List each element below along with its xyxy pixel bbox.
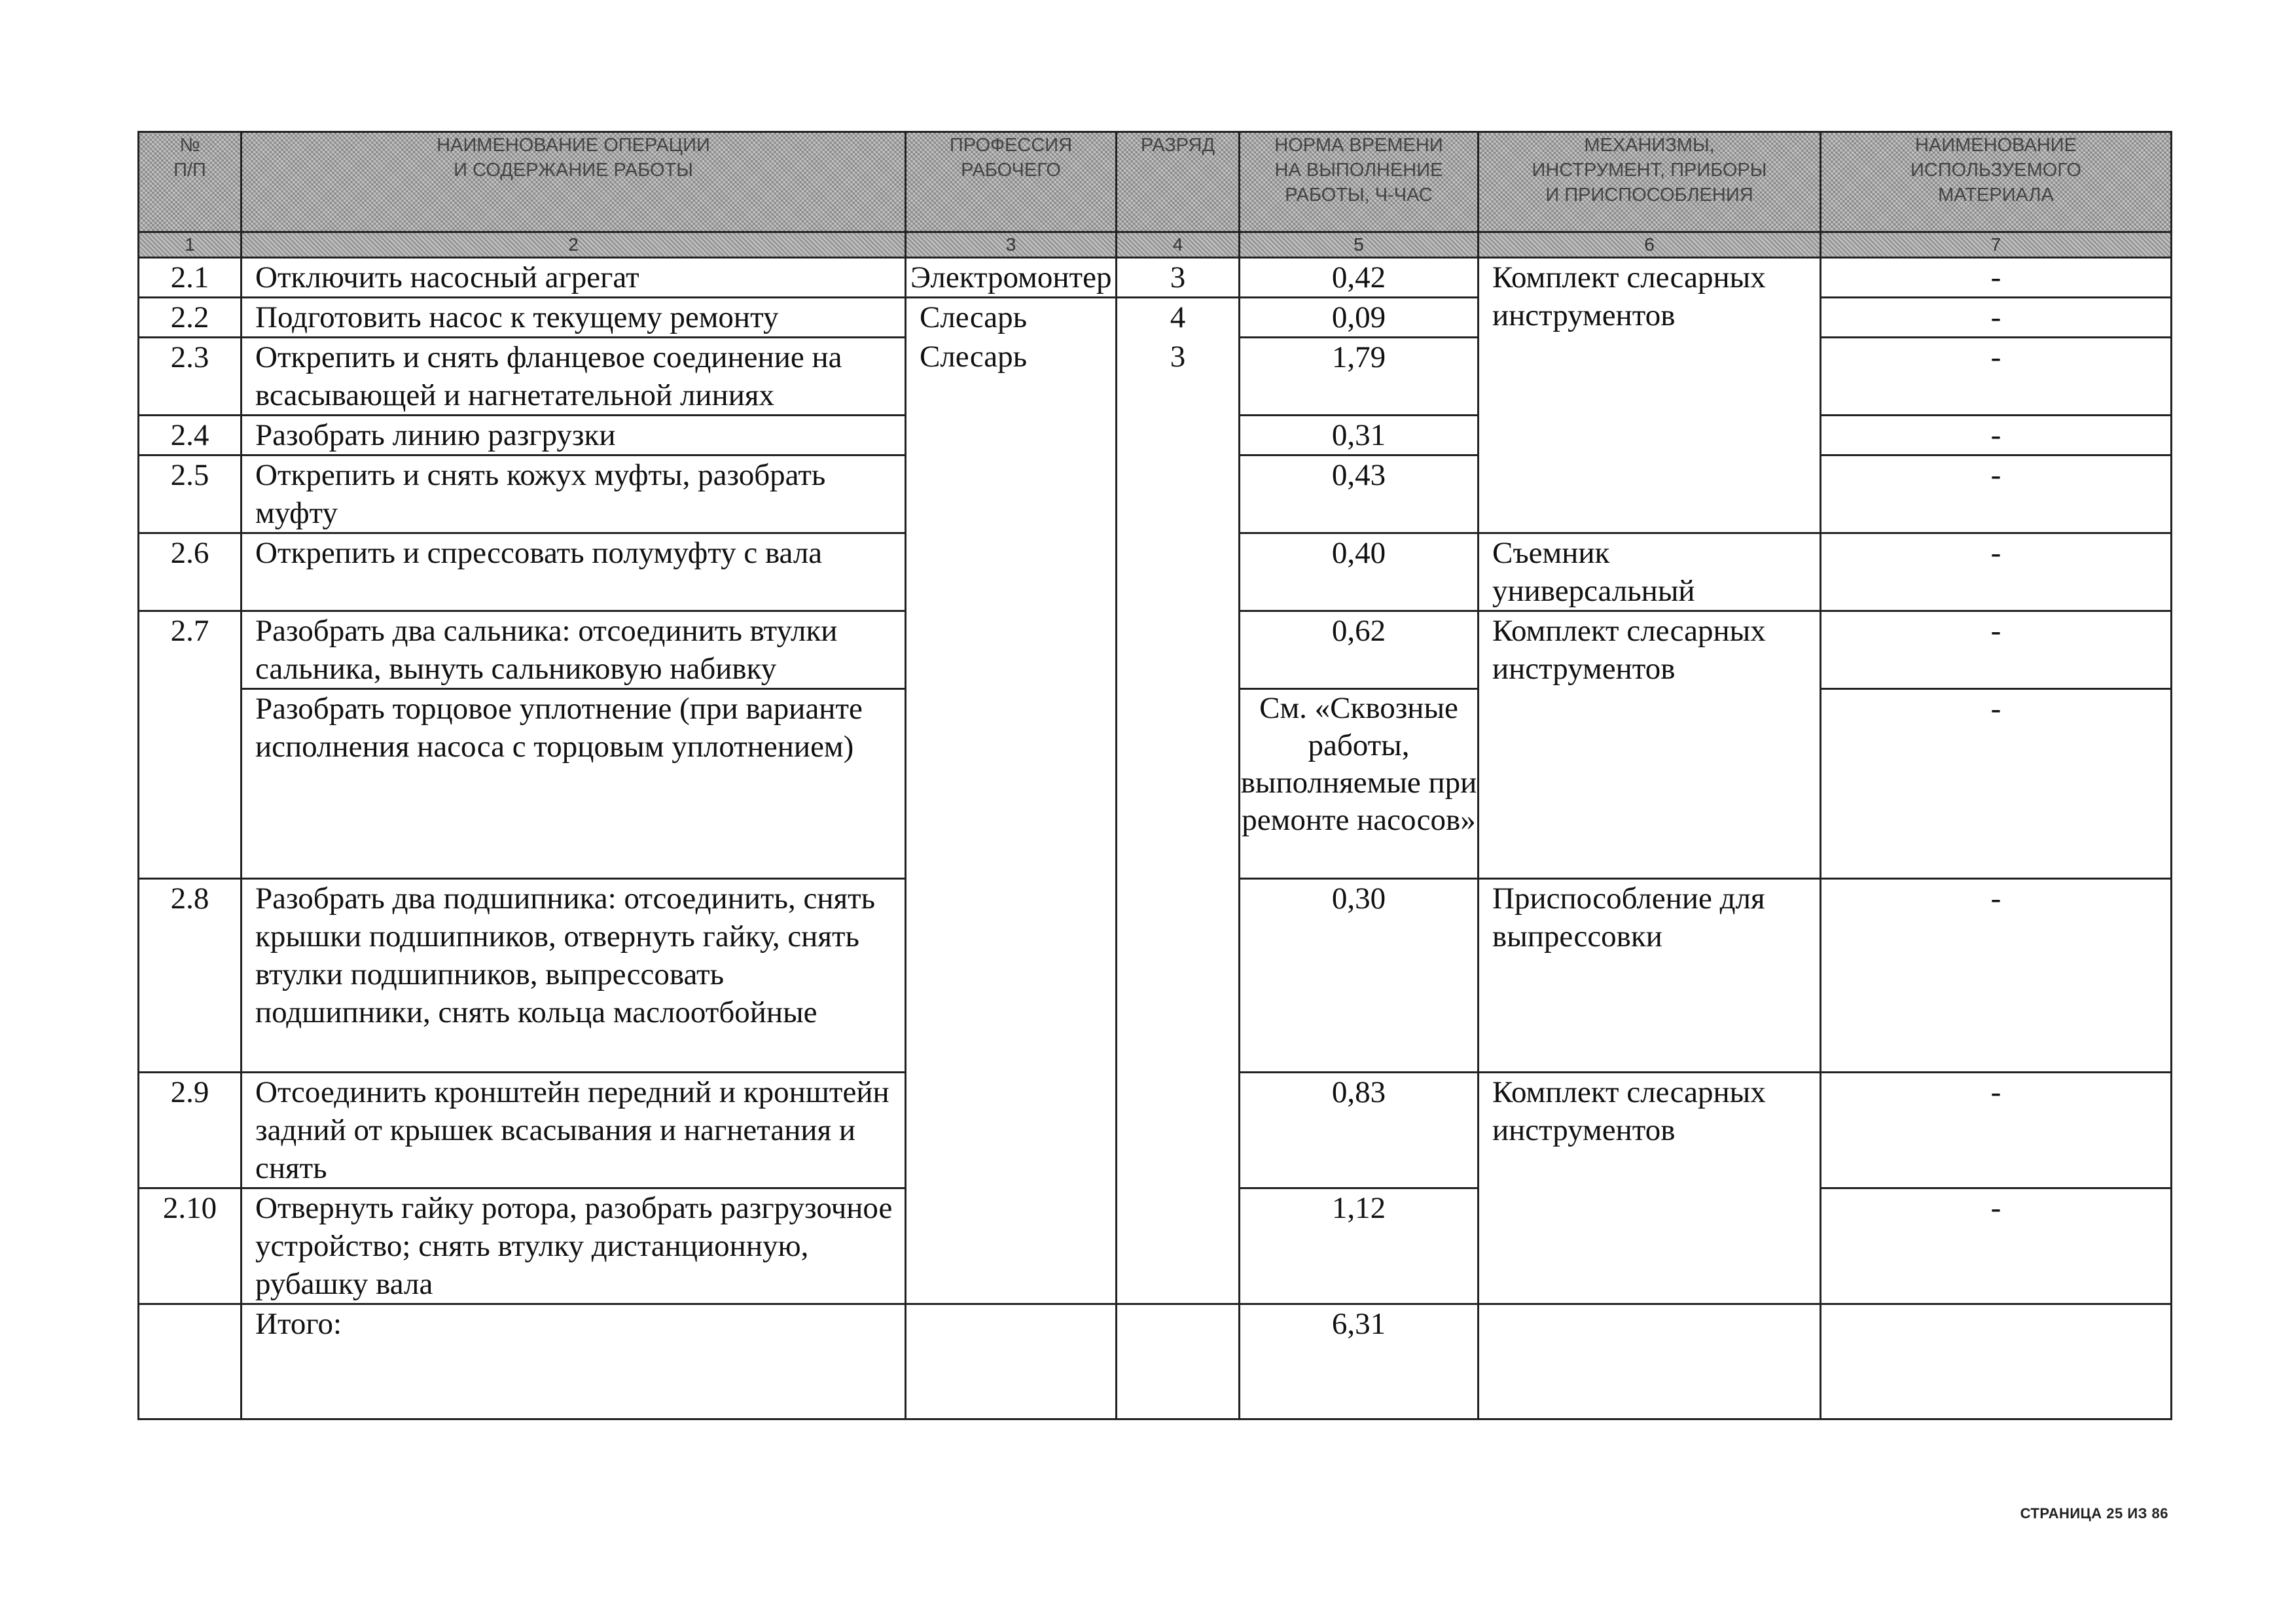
time-norm: 0,31 [1240, 416, 1479, 455]
operation-text: Отключить насосный агрегат [242, 258, 906, 298]
column-number: 6 [1479, 232, 1821, 258]
material: - [1821, 1073, 2172, 1188]
row-number: 2.6 [139, 533, 242, 611]
material: - [1821, 611, 2172, 689]
tools-cell: Съемник универсальный [1479, 533, 1821, 611]
total-empty-cell [1117, 1304, 1240, 1419]
row-number: 2.7 [139, 611, 242, 879]
operation-text: Разобрать линию разгрузки [242, 416, 906, 455]
profession: Слесарь [906, 338, 1117, 1304]
time-norm: 0,30 [1240, 879, 1479, 1073]
page-number: СТРАНИЦА 25 ИЗ 86 [2020, 1505, 2168, 1522]
time-norm: 0,42 [1240, 258, 1479, 298]
column-number: 4 [1117, 232, 1240, 258]
header-row [139, 132, 2172, 232]
material: - [1821, 879, 2172, 1073]
row-number: 2.1 [139, 258, 242, 298]
header-grade: РАЗРЯД [1117, 132, 1240, 232]
time-norm: 1,79 [1240, 338, 1479, 416]
header-number: № П/П [139, 132, 242, 232]
time-norm: См. «Сквозные работы, выполняемые при ремонте насосов» [1240, 689, 1479, 879]
operation-text: Отсоединить кронштейн передний и кронштейн задний от крышек всасывания и нагнетания и снять [242, 1073, 906, 1188]
row-number: 2.8 [139, 879, 242, 1073]
operation-text: Разобрать торцовое уплотнение (при варианте исполнения насоса с торцовым уплотнением) [242, 689, 906, 879]
column-number: 7 [1821, 232, 2172, 258]
profession: Слесарь [906, 298, 1117, 338]
time-norm: 0,09 [1240, 298, 1479, 338]
total-label: Итого: [242, 1304, 906, 1419]
total-empty-cell [1479, 1304, 1821, 1419]
material: - [1821, 258, 2172, 298]
operations-table [137, 131, 2172, 1420]
grade: 3 [1117, 338, 1240, 1304]
column-number: 1 [139, 232, 242, 258]
material: - [1821, 298, 2172, 338]
operation-text: Открепить и снять кожух муфты, разобрать муфту [242, 455, 906, 533]
material: - [1821, 338, 2172, 416]
operation-text: Открепить и снять фланцевое соединение на всасывающей и нагнетательной линиях [242, 338, 906, 416]
total-empty-cell [906, 1304, 1117, 1419]
table-row [139, 338, 2172, 416]
row-number: 2.9 [139, 1073, 242, 1188]
time-norm: 0,43 [1240, 455, 1479, 533]
material: - [1821, 416, 2172, 455]
grade: 4 [1117, 298, 1240, 338]
tools-cell: Комплект слесарных инструментов [1479, 258, 1821, 533]
header-operation: НАИМЕНОВАНИЕ ОПЕРАЦИИ И СОДЕРЖАНИЕ РАБОТЫ [242, 132, 906, 232]
header-tools: МЕХАНИЗМЫ, ИНСТРУМЕНТ, ПРИБОРЫ И ПРИСПОСОБЛЕНИЯ [1479, 132, 1821, 232]
column-number-row [139, 232, 2172, 258]
grade: 3 [1117, 258, 1240, 298]
header-time-norm: НОРМА ВРЕМЕНИ НА ВЫПОЛНЕНИЕ РАБОТЫ, Ч-ЧАС [1240, 132, 1479, 232]
total-empty-cell [1821, 1304, 2172, 1419]
profession: Электромонтер [906, 258, 1117, 298]
tools-cell: Комплект слесарных инструментов [1479, 611, 1821, 879]
material: - [1821, 533, 2172, 611]
operation-text: Открепить и спрессовать полумуфту с вала [242, 533, 906, 611]
row-number: 2.2 [139, 298, 242, 338]
column-number: 3 [906, 232, 1117, 258]
row-number: 2.10 [139, 1188, 242, 1304]
operation-text: Отвернуть гайку ротора, разобрать разгрузочное устройство; снять втулку дистанционную, рубашку вала [242, 1188, 906, 1304]
row-number: 2.5 [139, 455, 242, 533]
operations-sheet [137, 131, 2172, 1420]
time-norm: 1,12 [1240, 1188, 1479, 1304]
material: - [1821, 689, 2172, 879]
table-row [139, 298, 2172, 338]
table-row [139, 258, 2172, 298]
column-number: 5 [1240, 232, 1479, 258]
operation-text: Разобрать два сальника: отсоединить втулки сальника, вынуть сальниковую набивку [242, 611, 906, 689]
row-number: 2.4 [139, 416, 242, 455]
tools-cell: Комплект слесарных инструментов [1479, 1073, 1821, 1304]
total-row [139, 1304, 2172, 1419]
column-number: 2 [242, 232, 906, 258]
operation-text: Подготовить насос к текущему ремонту [242, 298, 906, 338]
material: - [1821, 1188, 2172, 1304]
total-empty-cell [139, 1304, 242, 1419]
material: - [1821, 455, 2172, 533]
header-profession: ПРОФЕССИЯ РАБОЧЕГО [906, 132, 1117, 232]
time-norm: 0,62 [1240, 611, 1479, 689]
header-material: НАИМЕНОВАНИЕ ИСПОЛЬЗУЕМОГО МАТЕРИАЛА [1821, 132, 2172, 232]
operation-text: Разобрать два подшипника: отсоединить, снять крышки подшипников, отвернуть гайку, снять втулки подшипников, выпрессовать подшипники, снять кольца маслоотбойные [242, 879, 906, 1073]
row-number: 2.3 [139, 338, 242, 416]
time-norm: 0,83 [1240, 1073, 1479, 1188]
total-norm: 6,31 [1240, 1304, 1479, 1419]
time-norm: 0,40 [1240, 533, 1479, 611]
tools-cell: Приспособление для выпрессовки [1479, 879, 1821, 1073]
